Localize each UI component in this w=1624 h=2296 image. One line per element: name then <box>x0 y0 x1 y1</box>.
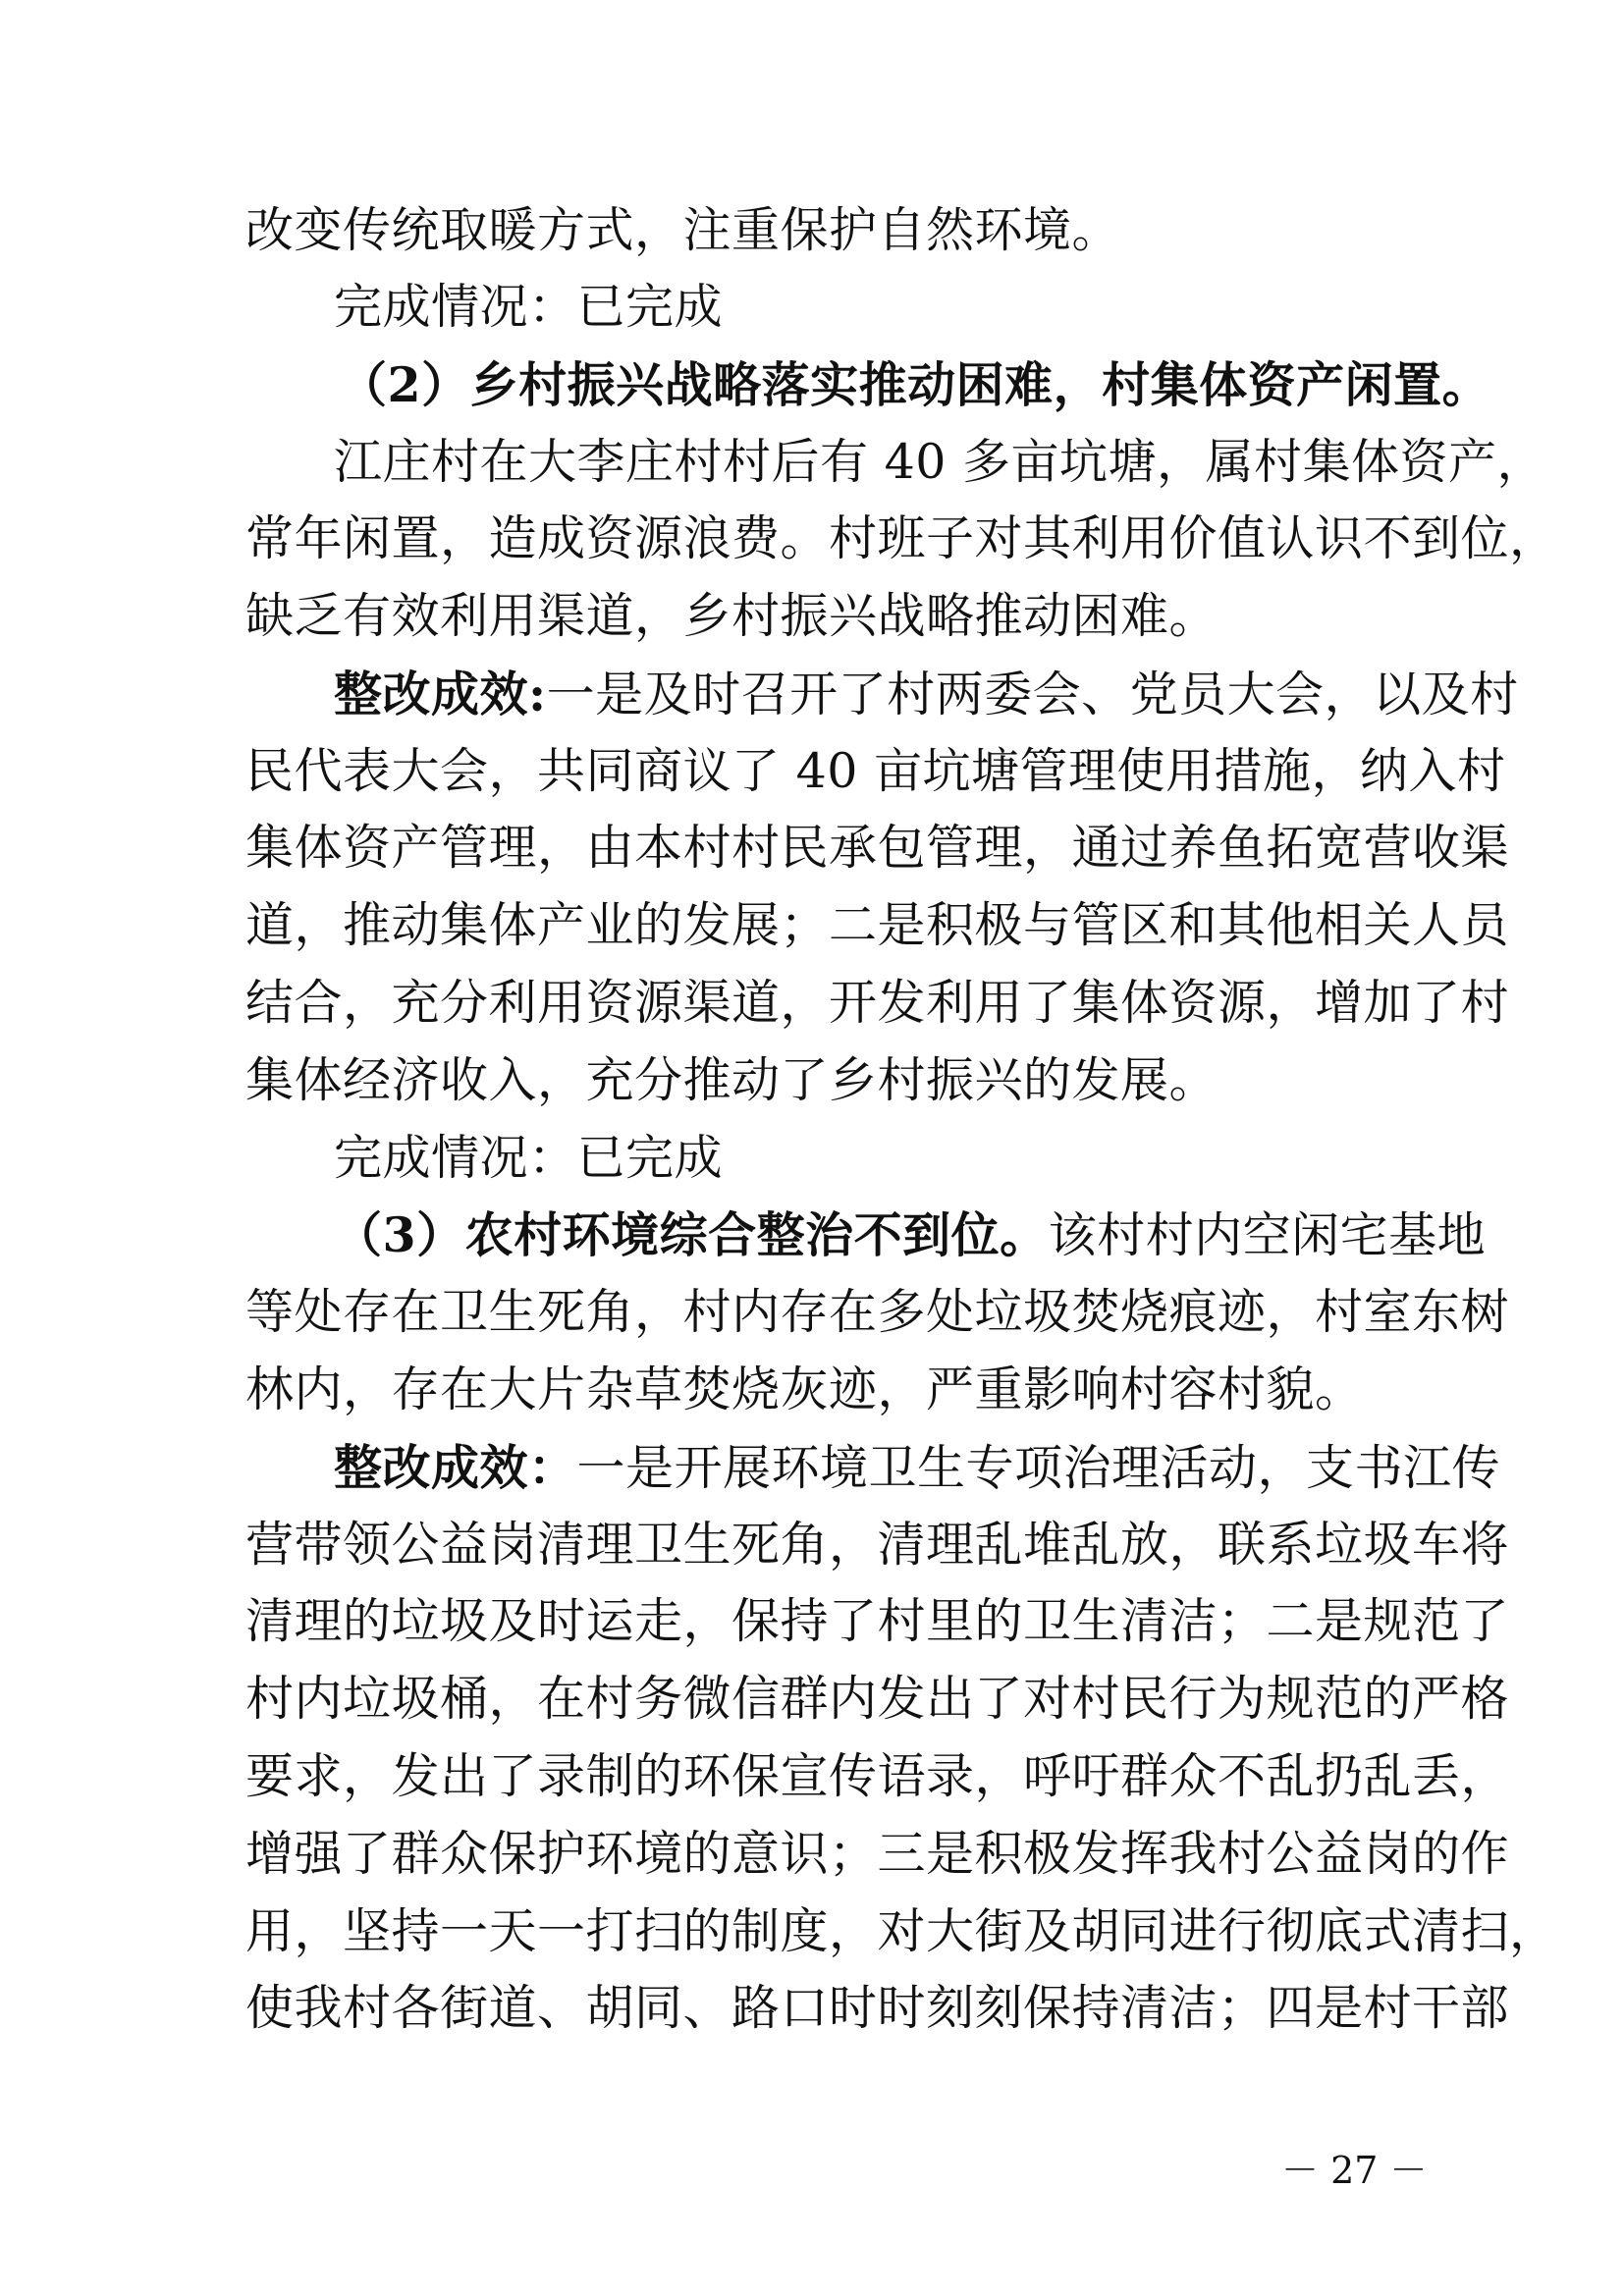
status-line: 完成情况：已完成 <box>334 1130 724 1186</box>
paragraph-line: 常年闲置，造成资源浪费。村班子对其利用价值认识不到位， <box>245 510 1558 566</box>
paragraph-line: 村内垃圾桶，在村务微信群内发出了对村民行为规范的严格 <box>245 1671 1510 1727</box>
paragraph-line: 使我村各街道、胡同、路口时时刻刻保持清洁；四是村干部 <box>245 1980 1510 2036</box>
page-number: － 27 － <box>1281 2149 1428 2192</box>
paragraph-line: 营带领公益岗清理卫生死角，清理乱堆乱放，联系垃圾车将 <box>245 1517 1510 1573</box>
paragraph-line: 缺乏有效利用渠道，乡村振兴战略推动困难。 <box>245 588 1218 644</box>
effect-label: 整改成效： <box>334 1439 577 1496</box>
paragraph-line: 集体资产管理，由本村村民承包管理，通过养鱼拓宽营收渠 <box>245 820 1510 876</box>
paragraph-line: 用，坚持一天一打扫的制度，对大街及胡同进行彻底式清扫， <box>245 1903 1558 1959</box>
paragraph-line: 增强了群众保护环境的意识；三是积极发挥我村公益岗的作 <box>245 1826 1510 1882</box>
effect-paragraph-first-line <box>334 1438 1501 1497</box>
paragraph-line: 集体经济收入，充分推动了乡村振兴的发展。 <box>245 1052 1218 1108</box>
paragraph-line: 要求，发出了录制的环保宣传语录，呼吁群众不乱扔乱丢， <box>245 1748 1510 1804</box>
paragraph-line: 民代表大会，共同商议了 40 亩坑塘管理使用措施，纳入村 <box>245 743 1506 799</box>
heading-3-text: 该村村内空闲宅基地 <box>1048 1207 1487 1263</box>
paragraph-line: 林内，存在大片杂草焚烧灰迹，严重影响村容村貌。 <box>245 1362 1364 1417</box>
effect-text: 一是开展环境卫生专项治理活动，支书江传 <box>576 1440 1501 1496</box>
effect-label: 整改成效: <box>334 666 547 722</box>
heading-3-title: （3）农村环境综合整治不到位。 <box>334 1206 1049 1263</box>
effect-paragraph-first-line <box>334 665 1519 723</box>
paragraph-line: 清理的垃圾及时运走，保持了村里的卫生清洁；二是规范了 <box>245 1593 1510 1649</box>
effect-text: 一是及时召开了村两委会、党员大会，以及村 <box>546 667 1519 722</box>
paragraph-line: 结合，充分利用资源渠道，开发利用了集体资源，增加了村 <box>245 975 1510 1031</box>
status-line: 完成情况：已完成 <box>334 279 724 335</box>
paragraph-line: 等处存在卫生死角，村内存在多处垃圾焚烧痕迹，村室东树 <box>245 1284 1510 1340</box>
paragraph-line: 道，推动集体产业的发展；二是积极与管区和其他相关人员 <box>245 897 1510 953</box>
paragraph-line: 江庄村在大李庄村村后有 40 多亩坑塘，属村集体资产， <box>334 434 1546 490</box>
paragraph-line: 改变传统取暖方式，注重保护自然环境。 <box>245 202 1121 258</box>
section-heading-2: （2）乡村振兴战略落实推动困难，村集体资产闲置。 <box>339 356 1491 413</box>
section-heading-3 <box>334 1205 1487 1264</box>
